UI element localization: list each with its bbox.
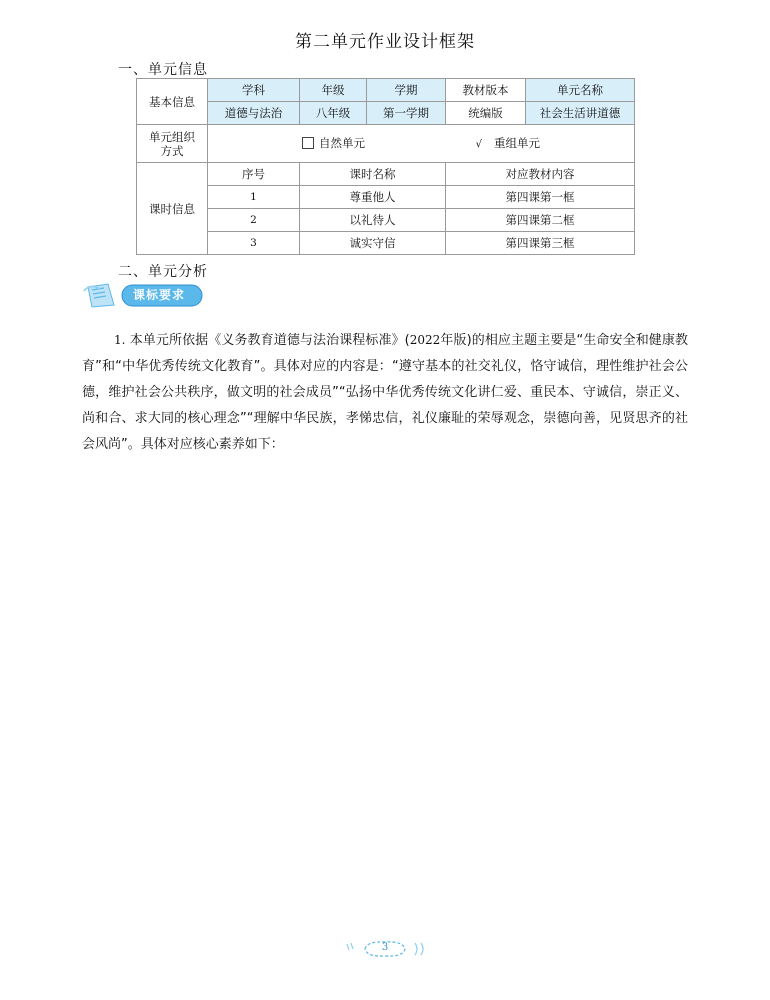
paragraph-text-b: 年版)的相应主题主要是“生命安全和健康教育”和“中华优秀传统文化教育”。具体对应的内容是：“遵守基本的社交礼仪，恪守诚信，理性维护社会公德，维护社会公共秩序，做文明的社会成员”“弘扬中华优秀传统文化讲仁爱、重民本、守诚信，崇正义、尚和合、求大同的核心理念”“理解中华民族，孝悌忠信，礼仪廉耻的荣辱观念，崇德向善，见贤思齐的社会风尚”。具体对应核心素养如下：	[82, 333, 688, 452]
org-options-cell	[208, 125, 635, 163]
org-label-text: 单元组织方式	[149, 129, 195, 158]
value-cell-unit-name: 社会生活讲道德	[526, 102, 635, 125]
lesson-no: 1	[208, 186, 300, 209]
value-cell-subject: 道德与法治	[208, 102, 300, 125]
basic-info-label: 基本信息	[137, 79, 208, 125]
page-number: 3	[381, 942, 389, 953]
lesson-name: 诚实守信	[300, 232, 446, 255]
paragraph	[82, 327, 688, 458]
paragraph-text-a: 本单元所依据《义务教育道德与法治课程标准》(	[129, 333, 410, 348]
book-icon	[84, 284, 114, 307]
checkbox-icon[interactable]	[302, 137, 314, 149]
option-natural-label: 自然单元	[318, 135, 365, 150]
table-row	[137, 163, 635, 186]
value-cell-textbook-version: 统编版	[446, 102, 526, 125]
checkmark-icon[interactable]: √	[475, 138, 483, 150]
lesson-no: 2	[208, 209, 300, 232]
lesson-content: 第四课第三框	[446, 232, 635, 255]
table-row	[137, 209, 635, 232]
page-title: 第二单元作业设计框架	[295, 32, 475, 52]
table-row	[137, 186, 635, 209]
header-cell-unit-name: 单元名称	[526, 79, 635, 102]
option-regroup-label: 重组单元	[494, 135, 541, 150]
paragraph-number: 1.	[114, 333, 126, 347]
lesson-header-content: 对应教材内容	[446, 163, 635, 186]
paragraph-year: 2022	[409, 333, 441, 347]
section-heading-unit-analysis: 二、单元分析	[118, 264, 208, 280]
section-heading-unit-info: 一、单元信息	[118, 62, 208, 78]
header-cell-semester: 学期	[367, 79, 446, 102]
header-cell-grade: 年级	[300, 79, 367, 102]
lesson-content: 第四课第一框	[446, 186, 635, 209]
table-row	[137, 102, 635, 125]
lesson-name: 以礼待人	[300, 209, 446, 232]
lesson-header-no: 序号	[208, 163, 300, 186]
org-label	[137, 125, 208, 163]
lesson-name: 尊重他人	[300, 186, 446, 209]
option-regroup[interactable]	[476, 136, 540, 152]
value-cell-semester: 第一学期	[367, 102, 446, 125]
lesson-header-name: 课时名称	[300, 163, 446, 186]
header-cell-subject: 学科	[208, 79, 300, 102]
lesson-no: 3	[208, 232, 300, 255]
badge-label: 课标要求	[133, 288, 186, 302]
table-row	[137, 125, 635, 163]
table-row	[137, 232, 635, 255]
lesson-info-label: 课时信息	[137, 163, 208, 255]
table-row	[137, 79, 635, 102]
value-cell-grade: 八年级	[300, 102, 367, 125]
lesson-content: 第四课第二框	[446, 209, 635, 232]
header-cell-textbook-version: 教材版本	[446, 79, 526, 102]
option-natural[interactable]	[302, 136, 472, 150]
unit-info-table	[136, 78, 635, 255]
